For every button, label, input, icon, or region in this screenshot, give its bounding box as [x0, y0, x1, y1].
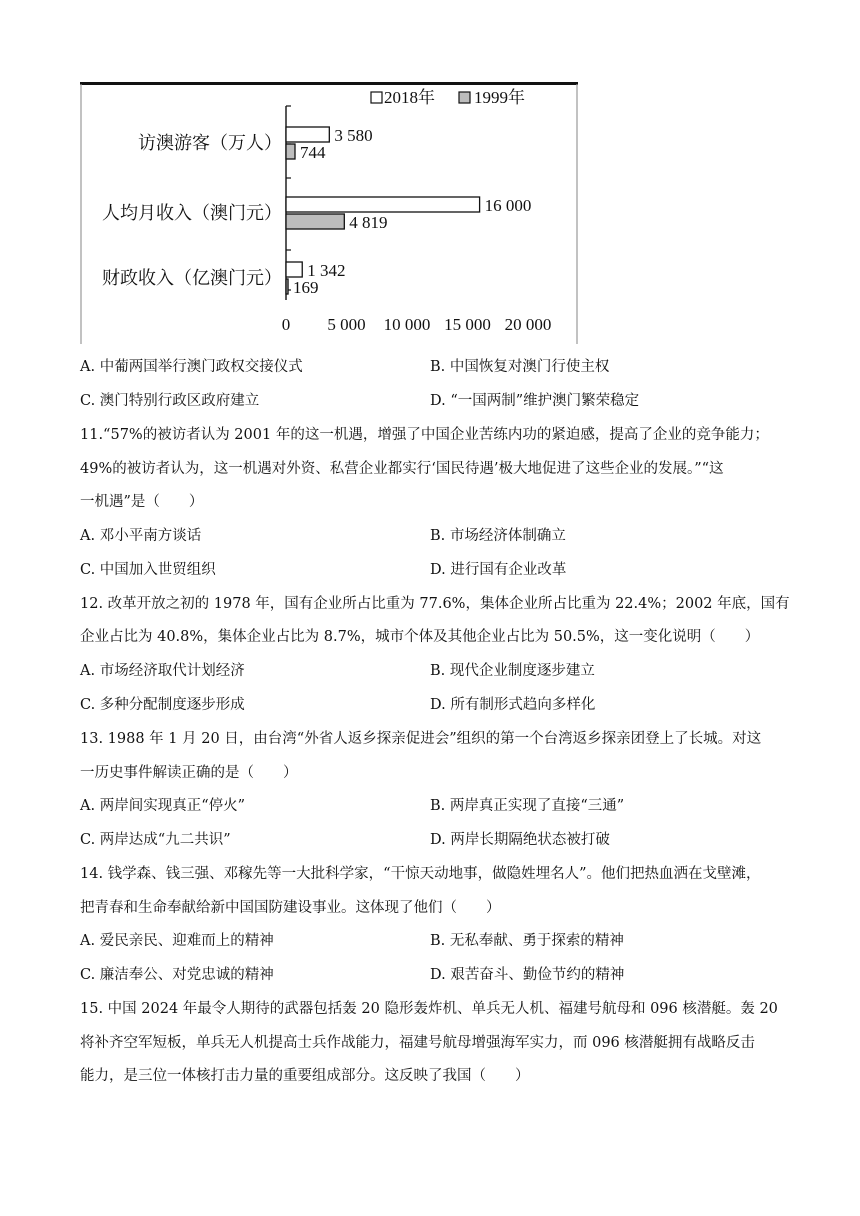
q11-option-a: A. 邓小平南方谈话	[80, 528, 202, 544]
bar-2018-2	[286, 262, 302, 277]
q11-stem-line-3: 一机遇”是（ ）	[80, 494, 204, 510]
q11-stem-line-2: 49%的被访者认为，这一机遇对外资、私营企业都实行‘国民待遇’极大地促进了这些企业的发展。”“这	[80, 461, 724, 477]
legend-swatch-2018	[371, 92, 382, 103]
x-tick-label-2: 10 000	[383, 315, 431, 334]
q14-stem-line-1: 14. 钱学森、钱三强、邓稼先等一大批科学家，“干惊天动地事，做隐姓埋名人”。他们把热血洒在戈壁滩，	[80, 866, 761, 882]
q12-stem-line-2: 企业占比为 40.8%，集体企业占比为 8.7%，城市个体及其他企业占比为 50.5%，这一变化说明（ ）	[80, 629, 760, 645]
data-label-1999-0: 744	[300, 143, 326, 162]
q14-stem-line-2: 把青春和生命奉献给新中国国防建设事业。这体现了他们（ ）	[80, 900, 501, 916]
q11-option-d: D. 进行国有企业改革	[430, 562, 567, 578]
q10-option-a: A. 中葡两国举行澳门政权交接仪式	[80, 359, 303, 375]
q14-option-c: C. 廉洁奉公、对党忠诚的精神	[80, 967, 274, 983]
q12-option-a: A. 市场经济取代计划经济	[80, 663, 245, 679]
chart-legend	[371, 87, 525, 107]
q14-option-b: B. 无私奉献、勇于探索的精神	[430, 933, 624, 949]
q11-stem-line-1: 11.“57%的被访者认为 2001 年的这一机遇，增强了中国企业苦练内功的紧迫感，提高了企业的竞争能力；	[80, 427, 769, 443]
q15-stem-line-2: 将补齐空军短板，单兵无人机提高士兵作战能力，福建号航母增强海军实力，而 096 核潜艇拥有战略反击	[80, 1035, 755, 1051]
category-label-1: 人均月收入（澳门元）	[102, 203, 282, 224]
data-label-2018-2: 1 342	[307, 261, 346, 280]
legend-label-1999: 1999年	[474, 88, 525, 107]
q12-option-d: D. 所有制形式趋向多样化	[430, 697, 596, 713]
q12-option-c: C. 多种分配制度逐步形成	[80, 697, 245, 713]
category-label-2: 财政收入（亿澳门元）	[102, 268, 282, 289]
data-label-2018-0: 3 580	[334, 126, 373, 145]
q11-option-b: B. 市场经济体制确立	[430, 528, 566, 544]
q10-option-d: D. “一国两制”维护澳门繁荣稳定	[430, 393, 640, 409]
bar-1999-2	[286, 279, 288, 294]
x-tick-label-1: 5 000	[327, 315, 366, 334]
q13-stem-line-1: 13. 1988 年 1 月 20 日，由台湾“外省人返乡探亲促进会”组织的第一个台湾返乡探亲团登上了长城。对这	[80, 731, 762, 747]
q15-stem-line-3: 能力，是三位一体核打击力量的重要组成部分。这反映了我国（ ）	[80, 1068, 530, 1084]
data-label-1999-1: 4 819	[349, 213, 388, 232]
data-label-2018-1: 16 000	[484, 196, 532, 215]
bar-2018-1	[286, 197, 480, 212]
q10-option-b: B. 中国恢复对澳门行使主权	[430, 359, 610, 375]
q13-option-a: A. 两岸间实现真正“停火”	[80, 798, 246, 814]
legend-label-2018: 2018年	[384, 88, 435, 107]
x-tick-label-4: 20 000	[504, 315, 552, 334]
q13-option-d: D. 两岸长期隔绝状态被打破	[430, 832, 610, 848]
data-label-1999-2: 169	[293, 278, 319, 297]
x-tick-label-3: 15 000	[444, 315, 491, 334]
q14-option-a: A. 爱民亲民、迎难而上的精神	[80, 933, 274, 949]
category-label-0: 访澳游客（万人）	[138, 133, 282, 154]
q15-stem-line-1: 15. 中国 2024 年最令人期待的武器包括轰 20 隐形轰炸机、单兵无人机、福建号航母和 096 核潜艇。轰 20	[80, 1001, 778, 1017]
q10-option-c: C. 澳门特别行政区政府建立	[80, 393, 260, 409]
q12-stem-line-1: 12. 改革开放之初的 1978 年，国有企业所占比重为 77.6%，集体企业所占比重为 22.4%；2002 年底，国有	[80, 596, 790, 612]
bar-1999-1	[286, 214, 344, 229]
bar-2018-0	[286, 127, 329, 142]
q13-option-b: B. 两岸真正实现了直接“三通”	[430, 798, 625, 814]
q13-stem-line-2: 一历史事件解读正确的是（ ）	[80, 765, 298, 781]
q12-option-b: B. 现代企业制度逐步建立	[430, 663, 595, 679]
bar-1999-0	[286, 144, 295, 159]
q11-option-c: C. 中国加入世贸组织	[80, 562, 216, 578]
q13-option-c: C. 两岸达成“九二共识”	[80, 832, 231, 848]
chart-svg	[80, 82, 578, 344]
q14-option-d: D. 艰苦奋斗、勤俭节约的精神	[430, 967, 625, 983]
bar-chart	[80, 82, 578, 344]
x-tick-label-0: 0	[281, 315, 291, 334]
legend-swatch-1999	[459, 92, 470, 103]
